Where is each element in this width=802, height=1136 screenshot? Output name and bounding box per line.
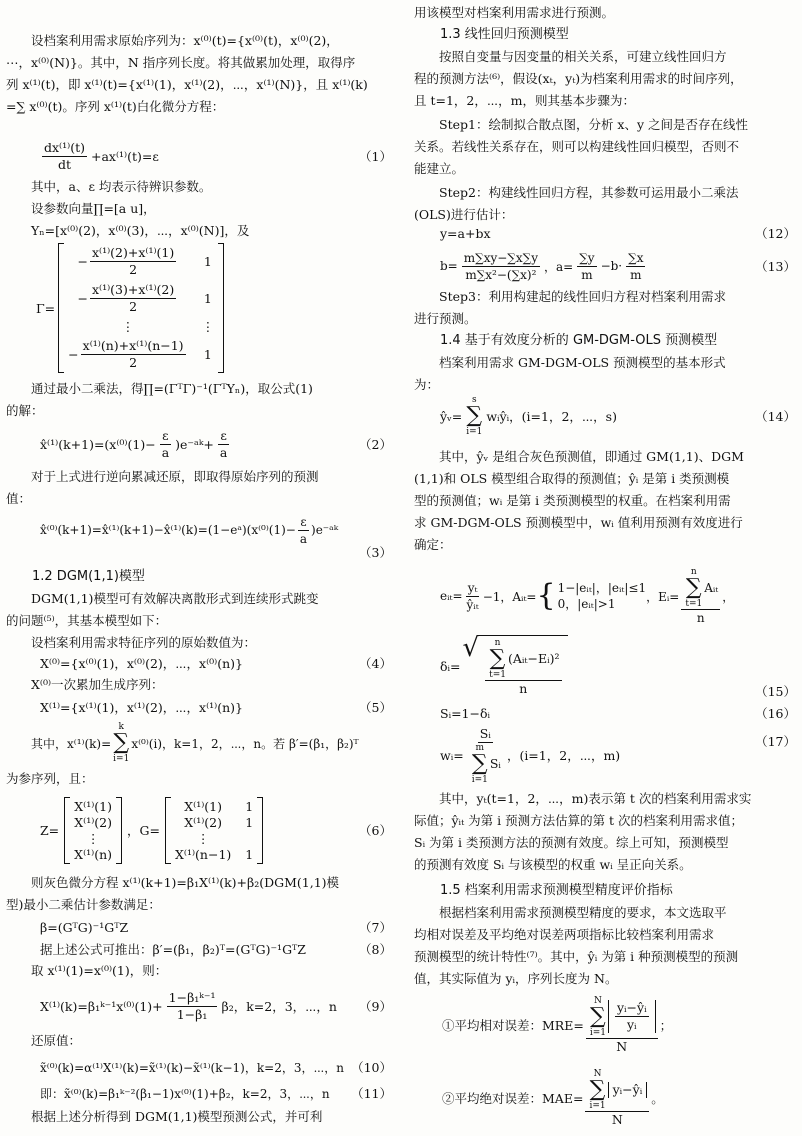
mre-formula: ①平均相对误差：MRE= N ∑ i=1 $\frac{\text{yᵢ−ŷᵢ}}{\text{yᵢ}}$ N ； [442, 995, 673, 1054]
beta-definition: 其中，x⁽¹⁾(k)= k ∑ i=1 x⁽⁰⁾(i)，k=1，2，⋯，n。若 β′=(β₁，β₂)ᵀ [31, 722, 359, 764]
matrix-cell: ⋮ [196, 830, 210, 846]
equation-5: X⁽¹⁾={x⁽¹⁾(1)，x⁽¹⁾(2)，⋯，x⁽¹⁾(n)} （5） [40, 700, 392, 715]
intro-paragraph: 设档案利用需求原始序列为：x⁽⁰⁾(t)={x⁽⁰⁾(t)，x⁽⁰⁾(2)， ⋯，x⁽⁰⁾(N)}。其中，N 指序列长度。将其做累加处理，取得序 列 x⁽¹⁾(t)，即 x⁽¹⁾(t)={x⁽¹⁾(1)，x⁽¹⁾(2)，⋯，x⁽¹⁾(N)}，且 x⁽¹⁾(k) =∑ x⁽⁰⁾(t)。序列 x⁽¹⁾(t)白化微分方程： [6, 33, 368, 114]
section-heading-1-4: 1.4 基于有效度分析的 GM-DGM-OLS 预测模型 [440, 333, 718, 348]
section-heading-1-3: 1.3 线性回归预测模型 [440, 27, 569, 42]
equation-14: ŷᵥ= s ∑ i=1 wᵢŷᵢ，(i=1，2，⋯，s) （14） [440, 395, 796, 437]
equation-9: X⁽¹⁾(k)=β₁ᵏ⁻¹x⁽⁰⁾(1)+ $\frac{\text{1−β₁ᵏ⁻¹}}{\text{1−β₁}}$ β₂，k=2，3，⋯，n （9） [40, 989, 392, 1022]
equation-12: y=a+bx （12） [440, 225, 796, 241]
equation-8: 据上述公式可推出：β′=(β₁，β₂)ᵀ=(GᵀG)⁻¹GᵀZ （8） [40, 942, 392, 957]
equation-3: x̂⁽⁰⁾(k+1)=x̂⁽¹⁾(k+1)−x̂⁽¹⁾(k)=(1−eᵃ)(x⁽⁰⁾(1)− $\frac{\varepsilon}{a}$ )e⁻ᵃᵏ [40, 514, 339, 546]
section-heading-1-2: 1.2 DGM(1,1)模型 [32, 569, 145, 584]
section-heading-1-5: 1.5 档案利用需求预测模型精度评价指标 [440, 883, 673, 898]
mae-formula: ②平均绝对误差：MAE= N ∑ i=1 yᵢ−ŷᵢ N 。 [442, 1068, 664, 1127]
equation-number: （2） [359, 437, 392, 452]
equation-6: Z= X⁽¹⁾(1) X⁽¹⁾(2) ⋮ X⁽¹⁾(n) ，G= X⁽¹⁾(1) 1 X⁽¹⁾(2) 1 ⋮ X⁽¹⁾(n−1) 1 （6） [40, 798, 392, 862]
equation-13: b= $\frac{m\sum xy-\sum x\sum y}{\text{m∑x²−(∑x)²}}$ ，a= $\frac{\sum y}{m}$ −b· $\frac{\sum x}{m}$ （13） [440, 250, 796, 282]
matrix-cell: X⁽¹⁾(1) [74, 798, 112, 814]
equation-1: $\frac{\text{dx⁽¹⁾(t)}}{dt}$ +ax⁽¹⁾(t)=ε （1） [44, 139, 392, 172]
matrix-cell: X⁽¹⁾(2) [74, 814, 112, 830]
right-column: 用该模型对档案利用需求进行预测。 1.3 线性回归预测模型 按照自变量与因变量的相关关系，可建立线性回归方 程的预测方法⁽⁶⁾，假设(xₜ，yₜ)为档案利用需求的时间序列， 且 t=1，2，⋯，m，则其基本步骤为： Step1：绘制拟合散点图，分析 x、y 之间是否存在线性 关系。若线性关系存在，则可以构建线性回归模型，否则不 能建立。 Step2：构建线性回归方程，其参数可运用最小二乘法 (OLS)进行估计： y=a+bx （12） b= $\frac{m\sum xy-\sum x\sum y}{\text{m∑x²−(∑x)²}}$ ，a= $\frac{\sum y}{m}$ −b· $\frac{\sum x}{m}$ （13） Step3：利用构建起的线性回归方程对档案利用需求 进行预测。 1.4 基于有效度分析的 GM-DGM-OLS 预测模型 档案利用需求 GM-DGM-OLS 预测模型的基本形式 为： ŷᵥ= s ∑ i=1 wᵢŷᵢ，(i=1，2，⋯，s) （14） 其中，ŷᵥ 是组合灰色预测值，即通过 GM(1,1)、DGM (1,1)和 OLS 模型组合取得的预测值；ŷᵢ 是第 i 类预测模 型的预测值；wᵢ 是第 i 类预测模型的权重。在档案利用需 求 GM-DGM-OLS 预测模型中，wᵢ 值利用预测有效度进行 确定： eᵢₜ= $\frac{\text{yₜ}}{\text{ŷᵢₜ}}$ −1，Aᵢₜ= { 1−|eᵢₜ|，|eᵢₜ|≤1 0，|eᵢₜ|>1 ，Eᵢ= n ∑ t=1 Aᵢₜ n ， δᵢ= √ n ∑ t=1 (Aᵢₜ−Eᵢ)² n （15） Sᵢ=1−δᵢ （16） wᵢ= Sᵢ m ∑ i=1 Sᵢ ，(i=1，2，⋯，m) （17） 其中，yₜ(t=1，2，⋯，m)表示第 t 次的档案利用需求实 际值；ŷᵢₜ 为第 i 预测方法估算的第 t 次的档案利用需求值； Sᵢ 为第 i 类预测方法的预测有效度。综上可知，预测模型 的预测有效度 Sᵢ 与该模型的权重 wᵢ 呈正向关系。 1.5 档案利用需求预测模型精度评价指标 根据档案利用需求预测模型精度的要求，本文选取平 均相对误差及平均绝对误差两项指标比较档案利用需求 预测模型的统计特性⁽⁷⁾。其中，ŷᵢ 为第 i 种预测模型的预测 值，其实际值为 yᵢ，序列长度为 N。 ①平均相对误差：MRE= N ∑ i=1 $\frac{\text{yᵢ−ŷᵢ}}{\text{yᵢ}}$ N ； ②平均绝对误差：MAE= N ∑ i=1 yᵢ−ŷᵢ N 。 [414, 5, 796, 1127]
matrix-cell: X⁽¹⁾(n−1) [175, 846, 232, 862]
equation-16: Sᵢ=1−δᵢ （16） [440, 705, 796, 721]
equation-number: （1） [359, 149, 392, 164]
equation-e-a-E: eᵢₜ= $\frac{\text{yₜ}}{\text{ŷᵢₜ}}$ −1，Aᵢₜ= { 1−|eᵢₜ|，|eᵢₜ|≤1 0，|eᵢₜ|>1 ，Eᵢ= n ∑ t=1 Aᵢₜ n ， [440, 566, 735, 625]
matrix-cell: 1 [245, 798, 254, 814]
matrix-cell: X⁽¹⁾(n) [74, 846, 113, 862]
matrix-cell: ⋮ [86, 830, 100, 846]
matrix-cell: 1 [245, 846, 254, 862]
left-column: 设档案利用需求原始序列为：x⁽⁰⁾(t)={x⁽⁰⁾(t)，x⁽⁰⁾(2)， ⋯，x⁽⁰⁾(N)}。其中，N 指序列长度。将其做累加处理，取得序 列 x⁽¹⁾(t)，即 x⁽¹⁾(t)={x⁽¹⁾(1)，x⁽¹⁾(2)，⋯，x⁽¹⁾(N)}，且 x⁽¹⁾(k) =∑ x⁽⁰⁾(t)。序列 x⁽¹⁾(t)白化微分方程： $\frac{\text{dx⁽¹⁾(t)}}{dt}$ +ax⁽¹⁾(t)=ε （1） 其中，a、ε 均表示待辨识参数。 设参数向量∏=[a u]， Yₙ=[x⁽⁰⁾(2)，x⁽⁰⁾(3)，⋯，x⁽⁰⁾(N)]，及 Γ= − $\frac{\text{x⁽¹⁾(2)+x⁽¹⁾(1)}}{2}$ 1 − $\frac{\text{x⁽¹⁾(3)+x⁽¹⁾(2)}}{2}$ 1 ⋮ ⋮ − $\frac{\text{x⁽¹⁾(n)+x⁽¹⁾(n−1)}}{2}$ 1 通过最小二乘法，得∏=(ΓᵀΓ)⁻¹(ΓᵀYₙ)，取公式(1) 的解： x̂⁽¹⁾(k+1)=(x⁽⁰⁾(1)− $\frac{\varepsilon}{a}$ )e⁻ᵃᵏ+ $\frac{\varepsilon}{a}$ （2） 对于上式进行逆向累减还原，即取得原始序列的预测 值： x̂⁽⁰⁾(k+1)=x̂⁽¹⁾(k+1)−x̂⁽¹⁾(k)=(1−eᵃ)(x⁽⁰⁾(1)− $\frac{\varepsilon}{a}$ )e⁻ᵃᵏ （3） 1.2 DGM(1,1)模型 DGM(1,1)模型可有效解决离散形式到连续形式跳变 的问题⁽⁵⁾，其基本模型如下： 设档案利用需求特征序列的原始数值为： X⁽⁰⁾={x⁽⁰⁾(1)，x⁽⁰⁾(2)，⋯，x⁽⁰⁾(n)} （4） X⁽⁰⁾一次累加生成序列： X⁽¹⁾={x⁽¹⁾(1)，x⁽¹⁾(2)，⋯，x⁽¹⁾(n)} （5） 其中，x⁽¹⁾(k)= k ∑ i=1 x⁽⁰⁾(i)，k=1，2，⋯，n。若 β′=(β₁，β₂)ᵀ 为参序列，且： Z= X⁽¹⁾(1) X⁽¹⁾(2) ⋮ X⁽¹⁾(n) ，G= X⁽¹⁾(1) 1 X⁽¹⁾(2) 1 ⋮ X⁽¹⁾(n−1) 1 （6） 则灰色微分方程 x⁽¹⁾(k+1)=β₁X⁽¹⁾(k)+β₂(DGM(1,1)模 型)最小二乘估计参数满足： β=(GᵀG)⁻¹GᵀZ （7） 据上述公式可推出：β′=(β₁，β₂)ᵀ=(GᵀG)⁻¹GᵀZ （8） 取 x⁽¹⁾(1)=x⁽⁰⁾(1)，则： X⁽¹⁾(k)=β₁ᵏ⁻¹x⁽⁰⁾(1)+ $\frac{\text{1−β₁ᵏ⁻¹}}{\text{1−β₁}}$ β₂，k=2，3，⋯，n （9） 还原值： x̃⁽⁰⁾(k)=α⁽¹⁾X⁽¹⁾(k)=x̃⁽¹⁾(k)−x̃⁽¹⁾(k−1)，k=2，3，⋯，n （10） 即：x̃⁽⁰⁾(k)=β₁ᵏ⁻²(β₁−1)x⁽⁰⁾(1)+β₂，k=2，3，⋯，n （11） 根据上述分析得到 DGM(1,1)模型预测公式，并可利 [6, 0, 394, 1136]
matrix-cell: X⁽¹⁾(2) [184, 814, 223, 830]
matrix-cell: X⁽¹⁾(1) [184, 798, 223, 814]
gamma-matrix: Γ= − $\frac{\text{x⁽¹⁾(2)+x⁽¹⁾(1)}}{2}$ 1 − $\frac{\text{x⁽¹⁾(3)+x⁽¹⁾(2)}}{2}$ 1 ⋮ ⋮ − $\frac{\text{x⁽¹⁾(n)+x⁽¹⁾(n−1)}}{2}$ 1 [6, 244, 394, 372]
equation-number: （3） [359, 545, 392, 560]
equation-2: x̂⁽¹⁾(k+1)=(x⁽⁰⁾(1)− $\frac{\varepsilon}{a}$ )e⁻ᵃᵏ+ $\frac{\varepsilon}{a}$ （2） [40, 427, 392, 460]
equation-11: 即：x̃⁽⁰⁾(k)=β₁ᵏ⁻²(β₁−1)x⁽⁰⁾(1)+β₂，k=2，3，⋯，n （11） [40, 1086, 392, 1101]
equation-10: x̃⁽⁰⁾(k)=α⁽¹⁾X⁽¹⁾(k)=x̃⁽¹⁾(k)−x̃⁽¹⁾(k−1)，k=2，3，⋯，n （10） [40, 1060, 392, 1075]
equation-15: δᵢ= √ n ∑ t=1 (Aᵢₜ−Eᵢ)² n （15） [440, 635, 796, 699]
equation-4: X⁽⁰⁾={x⁽⁰⁾(1)，x⁽⁰⁾(2)，⋯，x⁽⁰⁾(n)} （4） [40, 656, 392, 671]
equation-7: β=(GᵀG)⁻¹GᵀZ （7） [40, 919, 392, 935]
equation-17: wᵢ= Sᵢ m ∑ i=1 Sᵢ ，(i=1，2，⋯，m) （17） [440, 726, 796, 784]
matrix-cell: 1 [245, 814, 254, 830]
